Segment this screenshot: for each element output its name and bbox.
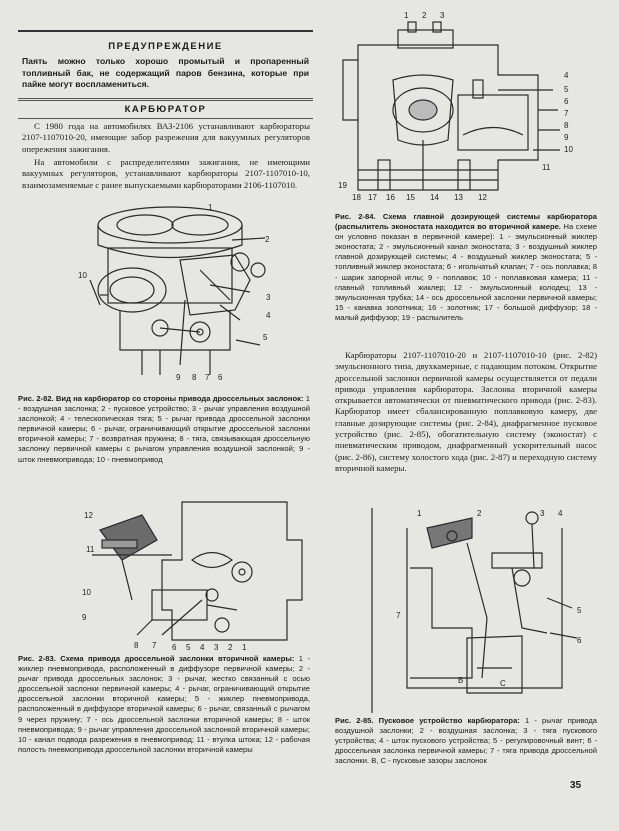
- fig-85-label-b: В: [458, 676, 464, 685]
- fig-85-label-c: С: [500, 679, 506, 688]
- fig-83-label-7: 7: [152, 641, 157, 650]
- fig-2-83-caption-text: 1 - жиклер пневмопривода, расположенный в диффузоре первичной камеры; 2 - рычаг привода дроссельных заслонок; 3 - рычаг, жестко связанный с осью дроссельной заслонки первичной камеры; 4 - рычаг, ограничивающий открытие дроссельной заслонки вторичной камеры; 5 - жиклер пневмопривода, расположенный в диффузоре вторичной камеры; 6 - рычаг, связанный с рычагом 9 через пружину; 7 - ось дроссельной заслонки вторичной камеры; 8 - шток пневмопривода; 9 - рычаг управления дроссельной заслонкой вторичной камеры; 10 - канал подвода разрежения в пневмопривод; 11 - втулка штока; 12 - рабочая полость пневмопривода дроссельной заслонки вторичной камеры: [18, 654, 310, 754]
- fig-2-82-caption: [18, 394, 310, 465]
- fig-82-label-8: 8: [192, 373, 197, 382]
- fig-84-label-15: 15: [406, 193, 415, 202]
- fig-2-84-dosing-system-drawing: [338, 11, 603, 205]
- fig-83-label-6: 6: [172, 643, 177, 652]
- fig-85-label-5: 5: [577, 606, 582, 615]
- fig-83-label-10: 10: [82, 588, 91, 597]
- fig-85-label-4: 4: [558, 509, 563, 518]
- fig-83-label-9: 9: [82, 613, 87, 622]
- section-rule: [18, 100, 313, 101]
- fig-2-85-starting-device-drawing: [372, 508, 597, 713]
- warning-text: Паять можно только хорошо промытый и пропаренный топливный бак, не содержащий паров бензина, которые при пайке могут воспламениться.: [22, 56, 309, 89]
- fig-83-label-12: 12: [84, 511, 93, 520]
- fig-2-83-caption-title: Рис. 2-83. Схема привода дроссельной заслонки вторичной камеры:: [18, 654, 295, 663]
- fig-84-label-18: 18: [352, 193, 361, 202]
- fig-82-label-4: 4: [266, 311, 271, 320]
- fig-84-label-3: 3: [440, 11, 445, 20]
- fig-85-label-7: 7: [396, 611, 401, 620]
- fig-2-85-caption-title: Рис. 2-85. Пусковое устройство карбюратора:: [335, 716, 520, 725]
- fig-82-label-2: 2: [265, 235, 270, 244]
- fig-84-label-14: 14: [430, 193, 439, 202]
- fig-84-label-10: 10: [564, 145, 573, 154]
- fig-2-82-caption-text: 1 - воздушная заслонка; 2 - пусковое устройство; 3 - рычаг управления воздушной заслонкой; 4 - телескопическая тяга; 5 - рычаг привода дроссельной заслонки первичной камеры; 6 - рычаг, ограничивающий открытие дроссельной заслонки вторичной камеры; 7 - возвратная пружина; 8 - тяга, связывающая дроссельную заслонку первичной камеры с рычагом управления воздушной заслонкой; 9 - шток пневмопривода; 10 - пневмопривод: [18, 394, 310, 464]
- paragraph-1: С 1980 года на автомобилях ВАЗ-2106 устанавливают карбюраторы 2107-1107010-20, имеющие забор разрежения для вакуумных регуляторов опережения зажигания.: [22, 121, 310, 154]
- fig-83-label-3: 3: [214, 643, 219, 652]
- fig-83-label-2: 2: [228, 643, 233, 652]
- fig-82-label-5: 5: [263, 333, 268, 342]
- fig-84-label-5: 5: [564, 85, 569, 94]
- fig-85-label-1: 1: [417, 509, 422, 518]
- fig-82-label-9: 9: [176, 373, 181, 382]
- fig-2-85-caption: [335, 716, 597, 766]
- fig-2-82-carburetor-drawing: [60, 200, 290, 385]
- fig-82-label-1: 1: [208, 203, 213, 212]
- fig-2-85-caption-text: 1 - рычаг привода воздушной заслонки; 2 - воздушная заслонка; 3 - тяга пускового устройства; 4 - шток пускового устройства; 5 - регулировочный винт; 6 - дроссельная заслонка первичной камеры; 7 - тяга привода дроссельной заслонки. В, С - пусковые зазоры заслонок: [335, 716, 597, 766]
- fig-85-label-3: 3: [540, 509, 545, 518]
- fig-84-label-19: 19: [338, 181, 347, 190]
- fig-84-label-7: 7: [564, 109, 569, 118]
- fig-83-label-4: 4: [200, 643, 205, 652]
- fig-84-label-16: 16: [386, 193, 395, 202]
- fig-2-84-caption: [335, 212, 597, 323]
- paragraph-3: Карбюраторы 2107-1107010-20 и 2107-1107010-10 (рис. 2-82) эмульсионного типа, двухкамерные, с падающим потоком. Открытие дроссельной заслонки первичной камеры осуществляется от педали привода управления карбюратора. Заслонка вторичной камеры открывается автоматически от пневматического привода (рис. 2-83). Карбюратор имеет сбалансированную поплавковую камеру, две главные дозирующие системы (рис. 2-84), диафрагменное пусковое устройство (рис. 2-85), обогатительную систему (эконостат) с пневматическим приводом, диафрагменный ускорительный насос (рис. 2-86), систему холостого хода (рис. 2-87) и переходную систему вторичной камеры.: [335, 350, 597, 473]
- fig-82-label-10: 10: [78, 271, 87, 280]
- fig-84-label-9: 9: [564, 133, 569, 142]
- fig-83-label-5: 5: [186, 643, 191, 652]
- fig-84-label-17: 17: [368, 193, 377, 202]
- fig-84-label-12: 12: [478, 193, 487, 202]
- fig-83-label-11: 11: [86, 545, 95, 554]
- fig-85-label-2: 2: [477, 509, 482, 518]
- fig-83-label-8: 8: [134, 641, 139, 650]
- section-title: КАРБЮРАТОР: [124, 104, 207, 115]
- fig-85-label-6: 6: [577, 636, 582, 645]
- fig-2-83-pneumatic-drive-drawing: [62, 500, 302, 650]
- fig-84-label-13: 13: [454, 193, 463, 202]
- warning-title: ПРЕДУПРЕЖДЕНИЕ: [108, 41, 223, 52]
- paragraph-2: На автомобили с распределителями зажигания, не имеющими вакуумных регуляторов, устанавливают карбюраторы 2107-1107010-10, взаимозаменяемые с ранее выпускаемыми карбюраторами 2106-1107010.: [22, 157, 310, 190]
- fig-82-label-6: 6: [218, 373, 223, 382]
- fig-2-82-caption-title: Рис. 2-82. Вид на карбюратор со стороны привода дроссельных заслонок:: [18, 394, 304, 403]
- fig-84-label-1: 1: [404, 11, 409, 20]
- fig-2-84-caption-text: На схеме он условно показан в первичной камере): 1 - эмульсионный жиклер эконостата; 2 - эмульсионный канал эконостата; 3 - воздушный жиклер главной дозирующей системы; 4 - воздушный жиклер эконостата; 5 - топливный жиклер эконостата; 6 - игольчатый клапан; 7 - ось поплавка; 8 - шарик запорной иглы; 9 - поплавок; 10 - поплавковая камера; 11 - главный топливный жиклер; 12 - эмульсионный колодец; 13 - эмульсионная трубка; 14 - ось дроссельной заслонки первичной камеры; 15 - канавка золотника; 16 - золотник; 17 - большой диффузор; 18 - малый диффузор; 19 - распылитель: [335, 222, 597, 322]
- fig-84-right-labels: [542, 71, 573, 172]
- page-number: 35: [570, 780, 582, 791]
- fig-2-84-caption-title: Рис. 2-84. Схема главной дозирующей системы карбюратора (распылитель эконостата находится во вторичной камере.: [335, 212, 597, 232]
- fig-84-label-8: 8: [564, 121, 569, 130]
- fig-83-label-1: 1: [242, 643, 247, 652]
- fig-82-label-7: 7: [205, 373, 210, 382]
- fig-2-83-caption: [18, 654, 310, 755]
- fig-84-label-2: 2: [422, 11, 427, 20]
- fig-84-label-11: 11: [542, 163, 551, 172]
- fig-82-label-3: 3: [266, 293, 271, 302]
- section-rule-bottom: [18, 118, 313, 119]
- fig-84-label-6: 6: [564, 97, 569, 106]
- fig-84-label-4: 4: [564, 71, 569, 80]
